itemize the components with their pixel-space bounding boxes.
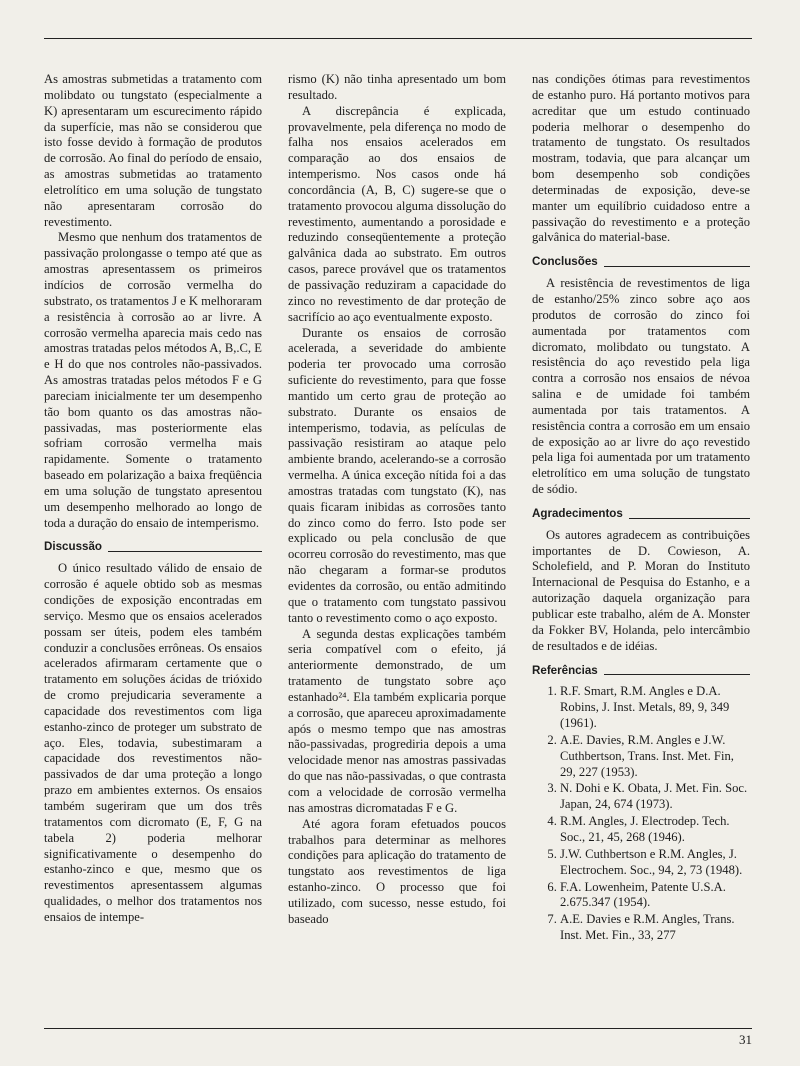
paragraph: Durante os ensaios de corrosão acelerada, a severidade do ambiente poderia ter provocado uma corrosão suficiente do revestimento, para que fosse mantido um certo grau de proteção ao substrato. Durante os ensaios de intemperismo, todavia, as películas de passivação resistiram ao ataque pelo ambiente brando, acelerando-se a corrosão vermelha. A única exceção nítida foi a das amostras tratadas com tungstato (K), nas quais ficaram inibidas as corrosões tanto do zinco como do ferro. Isto pode ser explicado ou pela conclusão de que ocorreu corrosão do revestimento, mas que não chegaram a formar-se produtos evidentes da corrosão, ou então admitindo que o tratamento com tungstato passivou tanto o revestimento como o aço exposto.	[288, 325, 506, 625]
page-number: 31	[739, 1032, 752, 1047]
section-heading-conclusoes	[532, 254, 750, 270]
section-heading-agradecimentos	[532, 506, 750, 522]
paragraph: As amostras submetidas a tratamento com molibdato ou tungstato (especialmente a K) apresentaram um escurecimento rápido da superfície, mas não se considerou que isto fosse devido à formação de produtos de corrosão. Ao final do período de ensaio, as amostras submetidas ao tratamento eletrolítico em uma solução de tungstato não apresentaram corrosão do revestimento.	[44, 72, 262, 229]
heading-rule	[108, 551, 262, 552]
column-1	[44, 72, 262, 926]
heading-rule	[604, 266, 750, 267]
reference-item: 2. A.E. Davies, R.M. Angles e J.W. Cuthbertson, Trans. Inst. Met. Fin, 29, 227 (1953).	[560, 733, 750, 781]
paragraph: Os autores agradecem as contribuições importantes de D. Cowieson, A. Scholefield, and P. Moran do Instituto Internacional de Pesquisa do Estanho, e a autorização daquela organização para publicar este trabalho, além de A. Monster da Fokker BV, Holanda, pelo intercâmbio de resultados e de idéias.	[532, 527, 750, 653]
section-heading-discussao	[44, 539, 262, 555]
reference-item: 4. R.M. Angles, J. Electrodep. Tech. Soc., 21, 45, 268 (1946).	[560, 814, 750, 846]
paragraph: Até agora foram efetuados poucos trabalhos para determinar as melhores condições para aplicação do tratamento de tungstato aos revestimentos de liga estanho-zinco. O processo que foi utilizado, com sucesso, nesse estudo, foi baseado	[288, 816, 506, 926]
reference-item: 6. F.A. Lowenheim, Patente U.S.A. 2.675.347 (1954).	[560, 880, 750, 912]
heading-label: Referências	[532, 663, 598, 677]
reference-item: 1. R.F. Smart, R.M. Angles e D.A. Robins, J. Inst. Metals, 89, 9, 349 (1961).	[560, 684, 750, 732]
heading-label: Conclusões	[532, 255, 598, 269]
paragraph: O único resultado válido de ensaio de corrosão é aquele obtido sob as mesmas condições de exposição encontradas em serviço. Mesmo que os ensaios acelerados possam ser úteis, podem eles também conduzir a conclusões errôneas. Os ensaios acelerados afirmaram certamente que o tratamento em soluções ácidas de trióxido de cromo prejudicaria severamente a capacidade dos revestimentos com liga estanho-zinco de proteger um substrato de aço. Eles, todavia, subestimaram a capacidade dos revestimentos não-passivados de dar uma proteção a longo prazo em ambientes externos. Os ensaios também sugeriram que um dos três tratamentos com dicromato (E, F, G na tabela 2) poderia melhorar significativamente o desempenho do estanho-zinco e que, mesmo que os revestimentos apresentassem algumas qualidades, o melhor dos tratamentos nos ensaios de intempe-	[44, 561, 262, 924]
column-3	[532, 72, 750, 945]
reference-item: 7. A.E. Davies e R.M. Angles, Trans. Inst. Met. Fin., 33, 277	[560, 912, 750, 944]
top-rule	[44, 38, 752, 39]
paragraph: rismo (K) não tinha apresentado um bom resultado.	[288, 72, 506, 102]
column-2	[288, 72, 506, 928]
heading-label: Discussão	[44, 540, 102, 554]
bottom-rule	[44, 1028, 752, 1029]
reference-item: 3. N. Dohi e K. Obata, J. Met. Fin. Soc. Japan, 24, 674 (1973).	[560, 781, 750, 813]
heading-rule	[604, 674, 750, 675]
paragraph: Mesmo que nenhum dos tratamentos de passivação prolongasse o tempo até que as amostras apresentassem os primeiros indícios de corrosão vermelha do substrato, os tratamentos J e K melhoraram a resistência à corrosão ao ar livre. A corrosão vermelha aparecia mais cedo nas amostras tratadas pelos métodos A, B,.C, E e H do que nos controles não-passivados. As amostras tratadas pelos métodos F e G pareciam inicialmente ter um desempenho tão bom quanto os das amostras não-passivadas, mas posteriormente elas sofriam corrosão vermelha mais rapidamente. Somente o tratamento baseado em polarização a baixa freqüência em uma solução de tungstato apresentou um desempenho melhorado ao longo de toda a duração do ensaio de intemperismo.	[44, 230, 262, 530]
paragraph: A discrepância é explicada, provavelmente, pela diferença no modo de falha nos ensaios acelerados em comparação ao dos ensaios de intemperismo. Nos casos onde há concordância (A, B, C) sugere-se que o tratamento provocou alguma dissolução do revestimento, aumentando a porosidade e reduzindo conseqüentemente a proteção galvânica dada ao substrato. Em outros casos, parece provável que os tratamentos de passivação reduziram a capacidade do zinco no revestimento de dar proteção de sacrifício ao aço eventualmente exposto.	[288, 103, 506, 324]
heading-rule	[629, 518, 750, 519]
paragraph: A resistência de revestimentos de liga de estanho/25% zinco sobre aço aos produtos de corrosão do zinco foi aumentada por tratamentos com dicromato, molibdato ou tungstato. A resistência do aço revestido pela liga contra a corrosão nos ensaios de névoa salina e de umidade foi também aumentada por tais tratamentos. A resistência contra a corrosão em um ensaio de exposição ao ar livre do aço revestido pela liga foi aumentada por um tratamento eletrolítico em uma solução de tungstato de sódio.	[532, 276, 750, 497]
reference-item: 5. J.W. Cuthbertson e R.M. Angles, J. Electrochem. Soc., 94, 2, 73 (1948).	[560, 847, 750, 879]
paragraph: A segunda destas explicações também seria compatível com o efeito, já anteriormente demonstrado, de um tratamento de tungstato sobre aço estanhado²⁴. Ela também explicaria porque a corrosão, que apareceu aproximadamente após o mesmo tempo que nas amostras não-passivadas, progrediria depois a uma velocidade menor nas amostras passivadas do que nas não-passivadas, o que contrasta com a velocidade de corrosão vermelha nas amostras dicromatadas F e G.	[288, 626, 506, 815]
paragraph: nas condições ótimas para revestimentos de estanho puro. Há portanto motivos para acreditar que um estudo continuado poderia melhorar o desempenho do tratamento de tungstato. Os resultados mostram, todavia, que para alcançar um bom desempenho sob condições determinadas de exposição, deve-se manter um equilíbrio cuidadoso entre a passivação do revestimento e a proteção galvânica do material-base.	[532, 72, 750, 245]
reference-list	[532, 684, 750, 944]
section-heading-referencias	[532, 663, 750, 679]
heading-label: Agradecimentos	[532, 506, 623, 520]
